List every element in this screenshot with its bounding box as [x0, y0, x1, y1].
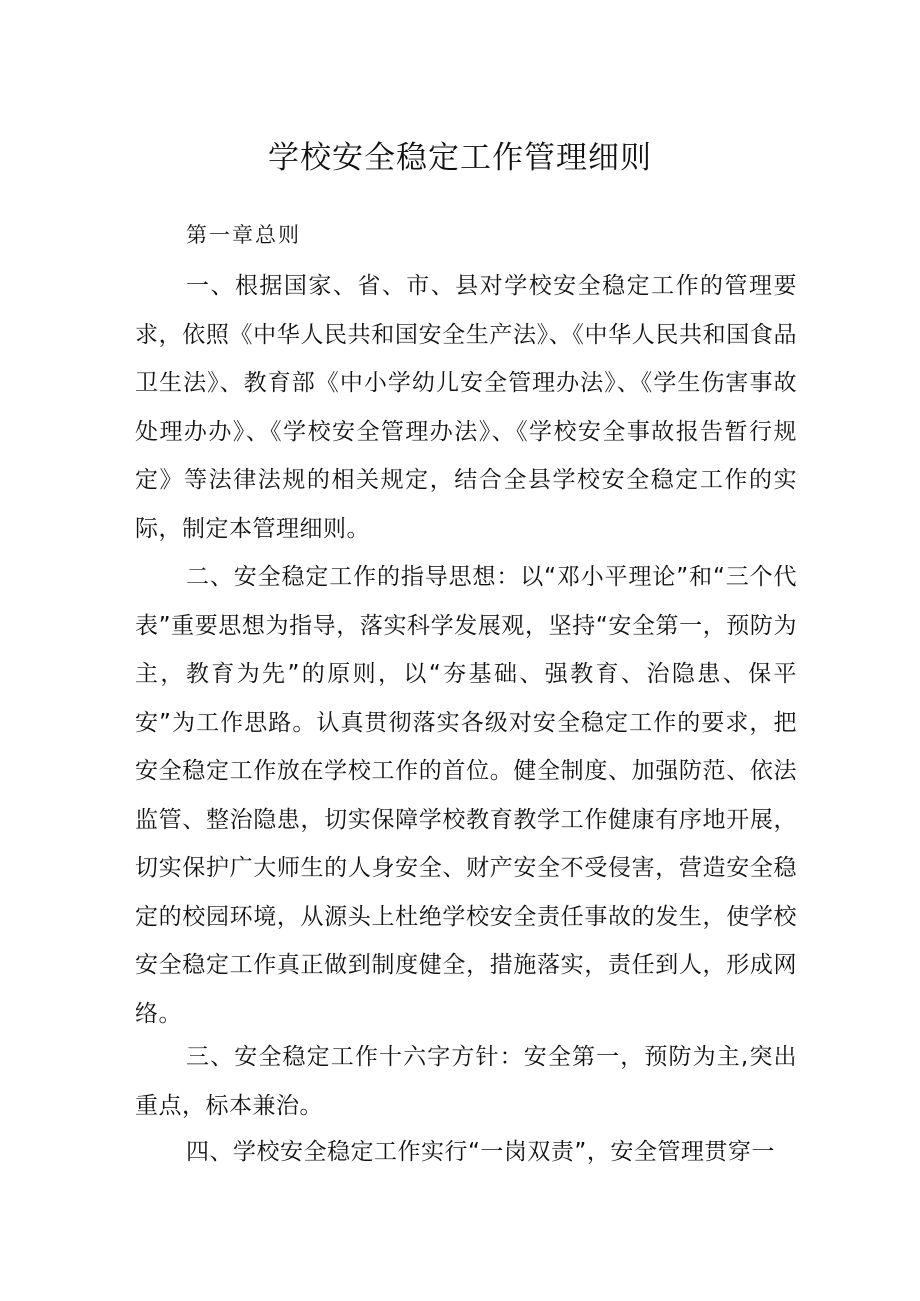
document-title: 学校安全稳定工作管理细则	[268, 140, 652, 176]
paragraph-3: 三、安全稳定工作十六字方针：安全第一，预防为主,突出重点，标本兼治。	[135, 1044, 797, 1119]
paragraph-1: 一、根据国家、省、市、县对学校安全稳定工作的管理要求，依照《中华人民共和国安全生产法》、《中华人民共和国食品卫生法》、教育部《中小学幼儿安全管理办法》、《学生伤害事故处理办办》、《学校安全管理办法》、《学校安全事故报告暂行规定》等法律法规的相关规定，结合全县学校安全稳定工作的实际，制定本管理细则。	[135, 273, 797, 542]
chapter-heading: 第一章总则	[186, 223, 301, 247]
paragraph-4: 四、学校安全稳定工作实行“一岗双责”，安全管理贯穿一	[186, 1139, 775, 1165]
paragraph-2: 二、安全稳定工作的指导思想：以“邓小平理论”和“三个代表”重要思想为指导，落实科学发展观，坚持“安全第一，预防为主，教育为先”的原则，以“夯基础、强教育、治隐患、保平安”为工作思路。认真贯彻落实各级对安全稳定工作的要求，把安全稳定工作放在学校工作的首位。健全制度、加强防范、依法监管、整治隐患，切实保障学校教育教学工作健康有序地开展，切实保护广大师生的人身安全、财产安全不受侵害，营造安全稳定的校园环境，从源头上杜绝学校安全责任事故的发生，使学校安全稳定工作真正做到制度健全，措施落实，责任到人，形成网络。	[135, 564, 797, 1027]
